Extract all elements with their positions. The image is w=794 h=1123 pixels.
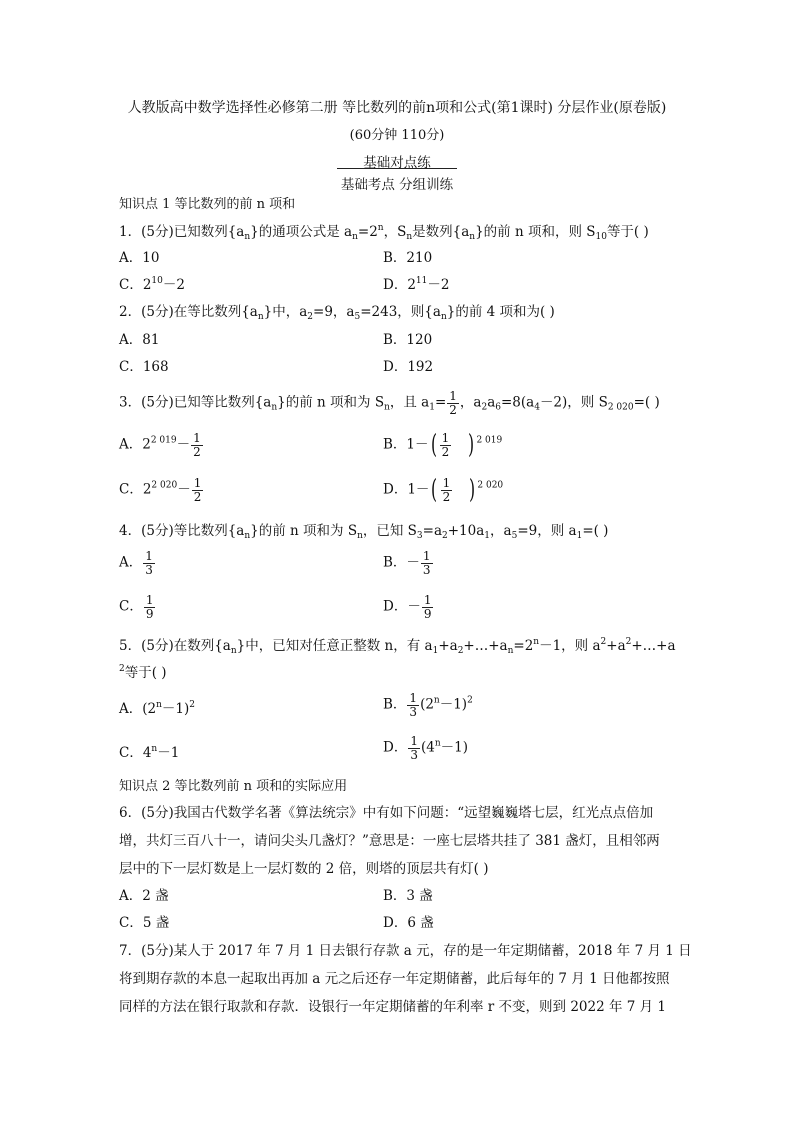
q6-option-b: B．3 盏 <box>383 888 433 904</box>
section-divider <box>337 168 457 169</box>
q1-option-c: C．$2^{10}-2$ <box>119 276 185 293</box>
q3-option-b: B．1－( $\frac{1}{2}$ ) $^{2 019}$ <box>383 430 503 461</box>
q6-option-a: A．2 盏 <box>119 888 169 904</box>
subsection-heading: 基础考点 分组训练 <box>340 177 454 193</box>
q1-option-d: D．$2^{11}-2$ <box>383 276 450 293</box>
q4-option-b: B．－ $\frac{1}{3}$ <box>383 549 431 577</box>
q2-option-c: C．168 <box>119 359 169 375</box>
question-5-stem-line2: $^2$等于( ) <box>119 664 167 681</box>
q4-option-a: A． $\frac{1}{3}$ <box>119 549 153 577</box>
q5-option-d: D． $\frac{1}{3}$ $(4^n-1)$ <box>383 734 468 762</box>
q1-option-b: B．210 <box>383 250 433 266</box>
q5-option-b: B． $\frac{1}{3}$ $(2^n-1)^2$ <box>383 691 473 719</box>
q3-option-d: D．1－( $\frac{1}{2}$ ) $^{2 020}$ <box>383 475 504 506</box>
knowledge-point-1: 知识点 1 等比数列的前 n 项和 <box>119 197 296 212</box>
question-2-stem: 2．(5分)在等比数列$\{a_n\}$中，$a_2=9$，$a_5=243$，则$\{a_n\}$的前 4 项和为( ) <box>119 304 555 322</box>
q2-option-a: A．81 <box>119 332 160 348</box>
question-7-line-1: 7．(5分)某人于 2017 年 7 月 1 日去银行存款 a 元，存的是一年定期储蓄，2018 年 7 月 1 日 <box>119 943 692 959</box>
q3-option-c: C．$2^{2 020}-$ $\frac{1}{2}$ <box>119 476 202 504</box>
q4-option-d: D．－ $\frac{1}{9}$ <box>383 593 432 621</box>
section-heading: 基础对点练 <box>363 155 431 171</box>
question-5-stem: 5．(5分)在数列$\{a_n\}$中，已知对任意正整数 n，有 $a_1+a_2+\dots+a_n=2^n-1$，则 $a^2+a^2+\dots+a$ <box>119 637 676 656</box>
fraction-one-half: $\frac{1}{2}$ <box>449 389 457 417</box>
q4-option-c: C． $\frac{1}{9}$ <box>119 593 154 621</box>
q2-option-d: D．192 <box>383 359 434 375</box>
q5-option-a: A．$(2^n-1)^2$ <box>119 700 195 717</box>
question-7-line-2: 将到期存款的本息一起取出再加 a 元之后还存一年定期储蓄，此后每年的 7 月 1 日他都按照 <box>119 971 670 987</box>
q5-option-c: C．$4^n-1$ <box>119 744 180 761</box>
time-score: (60分钟 110分) <box>349 128 445 143</box>
q3-option-a: A．$2^{2 019}-$ $\frac{1}{2}$ <box>119 431 201 459</box>
document-title: 人教版高中数学选择性必修第二册 等比数列的前n项和公式(第1课时) 分层作业(原卷版) <box>127 100 667 116</box>
question-4-stem: 4．(5分)等比数列$\{a_n\}$的前 n 项和为 $S_n$，已知 $S_3=a_2+10a_1$，$a_5=9$，则 $a_1=$( ) <box>119 523 609 541</box>
q6-option-c: C．5 盏 <box>119 915 170 931</box>
knowledge-point-2: 知识点 2 等比数列前 n 项和的实际应用 <box>119 779 348 794</box>
question-6-line-2: 增，共灯三百八十一，请问尖头几盏灯？”意思是：一座七层塔共挂了 381 盏灯，且相邻两 <box>119 833 660 849</box>
question-6-line-3: 层中的下一层灯数是上一层灯数的 2 倍，则塔的顶层共有灯( ) <box>119 861 489 877</box>
question-1-stem: 1．(5分)已知数列$\{a_n\}$的通项公式是 $a_n=2^n$，$S_n$是数列$\{a_n\}$的前 n 项和，则 $S_{10}$等于( ) <box>119 223 649 242</box>
q6-option-d: D．6 盏 <box>383 915 434 931</box>
question-6-line-1: 6．(5分)我国古代数学名著《算法统宗》中有如下问题：“远望巍巍塔七层，红光点点倍加 <box>119 805 654 821</box>
q1-option-a: A．10 <box>119 250 160 266</box>
question-3-stem: 3．(5分)已知等比数列$\{a_n\}$的前 n 项和为 $S_n$，且 $a_1=$ $\frac{1}{2}$ ，$a_2a_6=8(a_4-2)$，则 $S_{2 020}=$( ) <box>119 389 660 417</box>
question-7-line-3: 同样的方法在银行取款和存款．设银行一年定期储蓄的年利率 r 不变，则到 2022 年 7 月 1 <box>119 999 667 1015</box>
q2-option-b: B．120 <box>383 332 433 348</box>
